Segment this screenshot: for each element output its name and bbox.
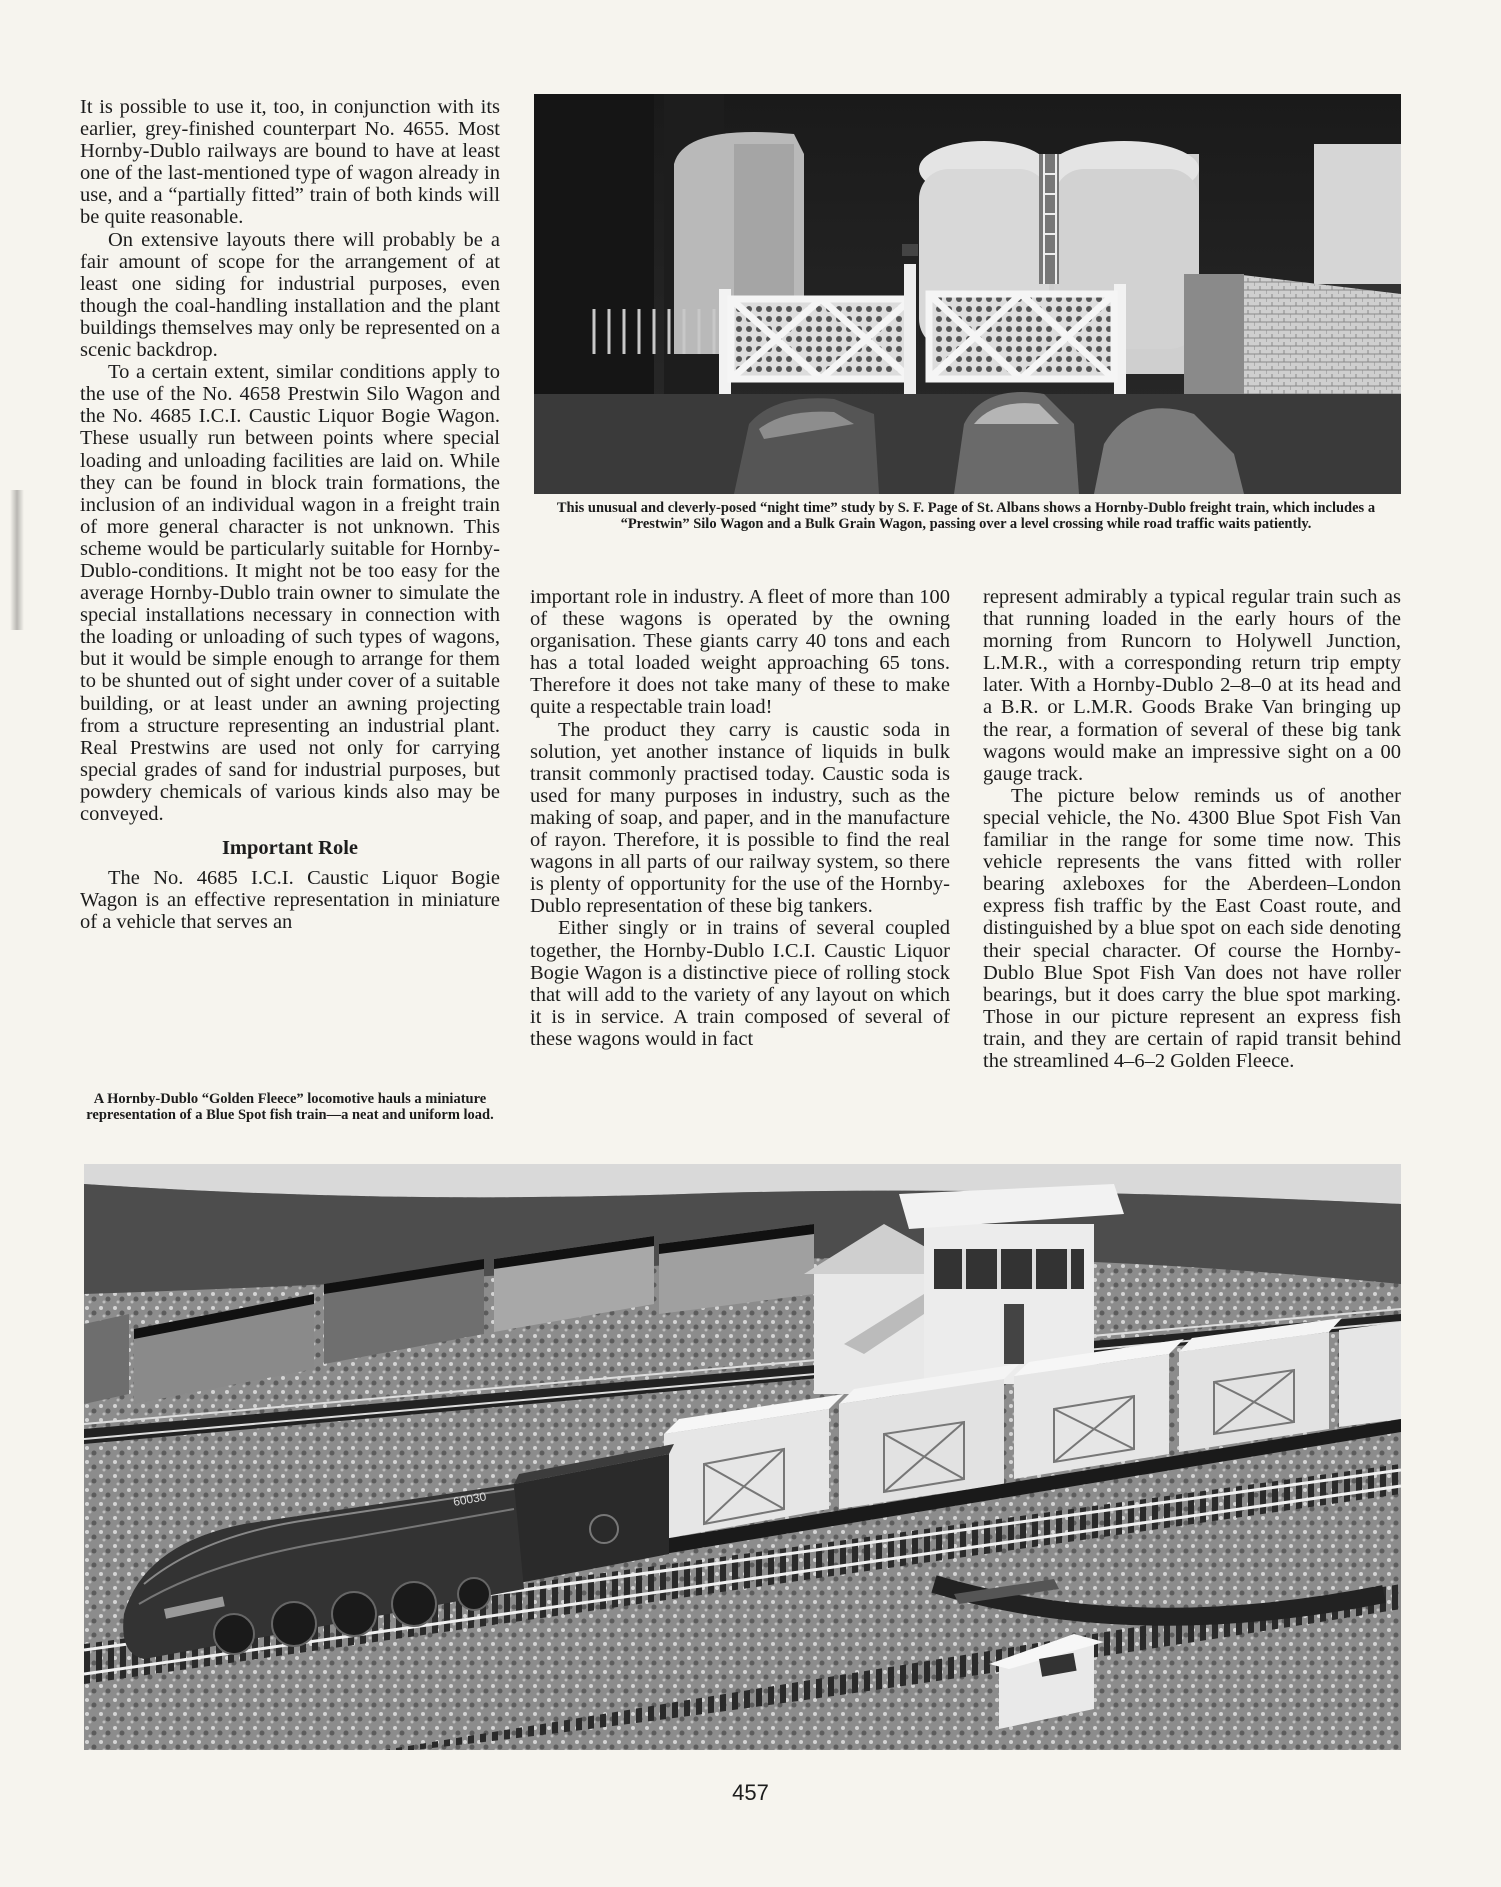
- text-column-1: [80, 96, 500, 933]
- text-column-2: [530, 586, 950, 1050]
- paragraph: It is possible to use it, too, in conjunction with its earlier, grey-finished counterpart No. 4655. Most Hornby-Dublo railways are bound to have at least one of the last-mentioned type of wagon already in use, and a “partially fitted” train of both kinds will be quite reasonable.: [80, 96, 500, 229]
- golden-fleece-photo: [84, 1164, 1401, 1750]
- paragraph: Either singly or in trains of several coupled together, the Hornby-Dublo I.C.I. Caustic Liquor Bogie Wagon is a distinctive piece of rolling stock that will add to the variety of any layout on which it is in service. A train composed of several of these wagons would in fact: [530, 917, 950, 1050]
- paragraph: The No. 4685 I.C.I. Caustic Liquor Bogie Wagon is an effective representation in miniature of a vehicle that serves an: [80, 867, 500, 934]
- paragraph: The product they carry is caustic soda in solution, yet another instance of liquids in bulk transit commonly practised today. Caustic soda is used for many purposes in industry, such as the making of soap, and paper, and in the manufacture of rayon. Therefore, it is possible to find the real wagons in all parts of our railway system, so there is plenty of opportunity for the use of the Hornby-Dublo representation of these big tankers.: [530, 718, 950, 918]
- subheading: Important Role: [221, 837, 359, 860]
- locomotive-number: 60030: [452, 1489, 488, 1509]
- paragraph: represent admirably a typical regular train such as that running loaded in the early hours of the morning from Runcorn to Holywell Junction, L.M.R., with a corresponding return trip empty later. With a Hornby-Dublo 2–8–0 at its head and a B.R. or L.M.R. Goods Brake Van bringing up the rear, a formation of several of these big tank wagons would make an impressive sight on a 00 gauge track.: [983, 586, 1401, 785]
- paragraph: On extensive layouts there will probably be a fair amount of scope for the arrangement of at least one siding for industrial purposes, even though the coal-handling installation and the plant buildings themselves may only be represented on a scenic backdrop.: [80, 228, 500, 362]
- page-number: 457: [732, 1780, 769, 1805]
- paragraph: The picture below reminds us of another special vehicle, the No. 4300 Blue Spot Fish Van familiar in the range for some time now. This vehicle represents the vans fitted with roller bearing axleboxes for the Aberdeen–London express fish traffic by the East Coast route, and distinguished by a blue spot on each side denoting their special character. Of course the Hornby-Dublo Blue Spot Fish Van does not have roller bearings, but it does carry the blue spot marking. Those in our picture represent an express fish train, and they are certain of rapid transit behind the streamlined 4–6–2 Golden Fleece.: [983, 784, 1401, 1072]
- night-crossing-photo: [534, 94, 1401, 494]
- text-column-3: [983, 586, 1401, 1072]
- paragraph: important role in industry. A fleet of more than 100 of these wagons is operated by the owning organisation. These giants carry 40 tons and each has a total loaded weight approaching 65 tons. Therefore it does not take many of these to make quite a respectable train load!: [530, 586, 950, 719]
- binding-shadow: [10, 490, 24, 630]
- night-crossing-caption: This unusual and cleverly-posed “night time” study by S. F. Page of St. Albans shows a Hornby-Dublo freight train, which includes a “Prestwin” Silo Wagon and a Bulk Grain Wagon, passing over a level crossing while road traffic waits patiently.: [556, 500, 1376, 532]
- paragraph: To a certain extent, similar conditions apply to the use of the No. 4658 Prestwin Silo Wagon and the No. 4685 I.C.I. Caustic Liquor Bogie Wagon. These usually run between points where special loading and unloading facilities are laid on. While they can be found in block train formations, the inclusion of an individual wagon in a freight train of more general character is not unknown. This scheme would be particularly suitable for Hornby-Dublo-conditions. It might not be too easy for the average Hornby-Dublo train owner to simulate the special installations necessary in connection with the loading or unloading of such types of wagons, but it would be simple enough to arrange for them to be shunted out of sight under cover of a suitable building, or at least under an awning projecting from a structure representing an industrial plant. Real Prestwins are used not only for carrying special grades of sand for industrial purposes, but powdery chemicals of various kinds also may be conveyed.: [80, 361, 500, 825]
- photo-caption-bottom: A Hornby-Dublo “Golden Fleece” locomotive hauls a miniature representation of a Blue Spot fish train—a neat and uniform load.: [86, 1091, 494, 1123]
